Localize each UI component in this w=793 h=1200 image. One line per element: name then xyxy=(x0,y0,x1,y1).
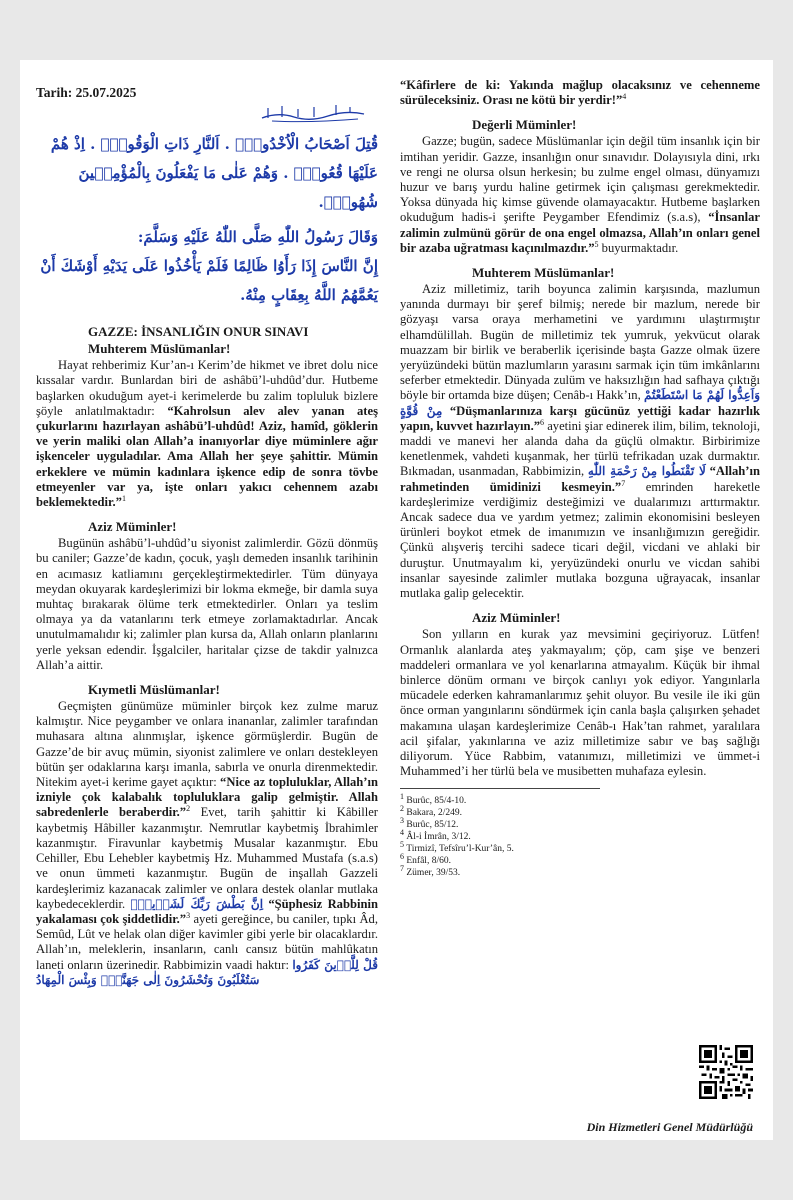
heading-aziz-2: Aziz Müminler! xyxy=(472,610,561,626)
date: Tarih: 25.07.2025 xyxy=(36,85,137,100)
arabic-inline-1: اِنَّ بَطْشَ رَبِّكَ لَشَد۪يدٌۜ xyxy=(130,896,264,911)
right-column xyxy=(400,60,760,879)
heading-muhterem-2: Muhterem Müslümanlar! xyxy=(472,265,615,281)
arabic-hadith-intro: وَقَالَ رَسُولُ اللّٰهِ صَلَّى اللّٰهُ عَلَيْهِ وَسَلَّمَ: xyxy=(137,228,378,247)
paragraph-2: Bugünün ashâbü’l-uhdûd’u siyonist zalimlerdir. Gözü dönmüş bu caniler; Gazze’de kadın, çocuk, yaşlı demeden insanlık tarihinin en acımasız katliamını gerçekleştirmektedirler. Tüm dünyaya meydan okuyarak kardeşlerimizi bir lokma ekmeğe, bir damla suya muhtaç bırakarak ölüme terk etmektedirler. Onları ya teslim olmaya ya da vatanlarını terk etmeye zorlamaktadırlar. Ancak unutulmamalıdır ki; zalimler plan kursa da, Allah onların planlarını yerle yeksan edendir. İşgalciler, haritalar çizse de takdir yalnızca Allah’a aittir. xyxy=(36,536,378,672)
paragraph-6: Son yılların en kurak yaz mevsimini geçiriyoruz. Lütfen! Ormanlık alanlarda ateş yakmayalım; çöp, cam şişe ve benzeri maddeleri ormanlara ve yol kenarlarına atmayalım. Küçük bir ihmal binlerce dönüm ormanı ve birçok canlıyı yok ediyor. Yangınlarla mücadele ederken kahramanlarımız şehit oluyor. Bu vesile ile iki gün önce orman yangınlarını söndürmek için canla başla çalışırken şehadet makamına ulaşan kardeşlerimize Cenâb-ı Hak’tan rahmet, yaralılara acil şifalar, yakınlarına ve aziz milletimize sabır ve baş sağlığı diliyorum. Yüce Rabbim, vatanımızı, milletimizi ve ümmet-i Muhammed’i her türlü bela ve musibetten muhafaza eylesin. xyxy=(400,627,760,779)
footnote: $^6$ Enfâl, 8/60. xyxy=(400,852,451,867)
paragraph-3: Geçmişten günümüze müminler birçok kez zulme maruz kalmıştır. Nice peygamber ve onlara inananlar, zalimler tarafından muhasara altına alınmışlar, işkence görmüşlerdir. Bugün de Gazze’de bir avuç mümin, siyonist zalimlere ve onları destekleyen bütün şer odaklarına karşı imanla, sabırla ve onurla direnmektedir. Nitekim ayet-i kerime gayet açıktır: “Nice az topluluklar, Allah’ın izniyle çok kalabalık topluluklara galip gelmiştir. Allah sabredenlerle beraberdir.”$^2$ Evet, tarih şahittir ki Kâbiller kaybetmiş Hâbiller kazanmıştır. Nemrutlar kaybetmiş İbrahimler kazanmıştır. Firavunlar kaybetmiş Musalar kazanmıştır. Ebu Cehiller, Ebu Lehebler kaybetmiş Hz. Muhammed Mustafa (s.a.s) ve onun ümmeti kazanmıştır. Bugün de inşallah Gazzeli kardeşlerimiz kazanacak zalimler ve onlara destek olanlar mutlaka kaybedeceklerdir. اِنَّ بَطْشَ رَبِّكَ لَشَد۪يدٌۜ “Şüphesiz Rabbinin yakalaması çok şiddetlidir.”$^3$ ayeti gereğince, bu caniler, tıpkı Âd, Semûd, Lût ve helak olan diğer kavimler gibi yerle bir olacaklardır. Allah’ın, meleklerin, insanların, canlı cansız bütün mahlûkatın laneti onların üzerinedir. Rabbimizin vaadi haktır: قُلْ لِلَّذ۪ينَ كَفَرُوا سَتُغْلَبُونَ وَتُحْشَرُونَ اِلٰى جَهَنَّمَۜ وَبِئْسَ الْمِهَادُ xyxy=(36,699,379,987)
paragraph-5: Aziz milletimiz, tarih boyunca zalimin karşısında, mazlumun yanında durmayı bir şeref bilmiş; nerede bir mazlum, nerede bir gözyaşı varsa oraya merhametini ve yardımını ulaştırmıştır elhamdülillah. Bugün de milletimiz tek yumruk, yekvücut olarak muazzam bir birlik ve beraberlik içerisinde başta Gazze olmak üzere yeryüzündeki bütün mazlumların yarasını sarmak için tüm imkânlarını seferber etmektedir. Dünyada zulüm ve haksızlığın had safhaya çıktığı böyle bir ortamda bize düşen; Cenâb-ı Hakk’ın, وَاَعِدُّوا لَهُمْ مَا اسْتَطَعْتُمْ مِنْ قُوَّةٍ “Düşmanlarınıza karşı gücünüz yettiği kadar hazırlık yapın, kuvvet hazırlayın.”$^6$ ayetini şiar edinerek ilim, bilim, teknoloji, maddi ve manevi her alanda daha da güçlü olmaktır. Birbirimize kenetlenmek, vahdeti kuşanmak, her türlü tefrikadan uzak durmaktır. Bıkmadan, usanmadan, Rabbimizin, لَا تَقْنَطُوا مِنْ رَحْمَةِ اللّٰهِ “Allah’ın rahmetinden ümidinizi kesmeyin.”$^7$ emrinden hareketle kardeşlerimize verdiğimiz desteğimizi ve dualarımızı arttırmaktır. Ancak sadece dua ve yardım yetmez; zalimin ekonomisini besleyen ürünleri boykot etmek de imanımızın ve insanlığımızın gereğidir. Çünkü alışveriş tercihi sadece ticari değil, vicdani ve ahlaki bir duruştur. Unutmayalım ki, yeryüzündeki onurlu ve vicdan sahibi insanlar sayesinde zalimler mutlaka bozguna uğrayacak, insanlar mutlaka galip gelecektir. xyxy=(400,282,761,601)
arabic-inline-3: وَاَعِدُّوا لَهُمْ مَا اسْتَطَعْتُمْ مِنْ قُوَّةٍ xyxy=(400,388,760,418)
footnote: $^4$ Âl-i İmrân, 3/12. xyxy=(400,828,471,843)
qr-code-icon[interactable] xyxy=(699,1045,753,1099)
heading-kiymetli: Kıymetli Müslümanlar! xyxy=(88,682,220,698)
left-column xyxy=(36,60,378,988)
footnote: $^5$ Tirmizî, Tefsîru’l-Kur’ân, 5. xyxy=(400,840,514,855)
footnote: $^2$ Bakara, 2/249. xyxy=(400,804,463,819)
paragraph-0: “Kâfirlere de ki: Yakında mağlup olacaksınız ve cehenneme sürüleceksiniz. Orası ne kötü bir yerdir!”$^4$ xyxy=(400,78,760,108)
basmala-calligraphy xyxy=(36,102,378,124)
footnote: $^3$ Burûc, 85/12. xyxy=(400,816,459,831)
heading-muhterem: Muhterem Müslümanlar! xyxy=(88,341,231,357)
footnotes xyxy=(400,788,600,879)
arabic-inline-2: قُلْ لِلَّذ۪ينَ كَفَرُوا سَتُغْلَبُونَ وَتُحْشَرُونَ اِلٰى جَهَنَّمَۜ وَبِئْسَ الْمِهَادُ xyxy=(36,957,379,987)
footnote: $^7$ Zümer, 39/53. xyxy=(400,864,461,879)
heading-aziz: Aziz Müminler! xyxy=(88,519,177,535)
sermon-title: GAZZE: İNSANLIĞIN ONUR SINAVI xyxy=(88,324,309,340)
footnote: $^1$ Burûc, 85/4-10. xyxy=(400,792,467,807)
arabic-inline-4: لَا تَقْنَطُوا مِنْ رَحْمَةِ اللّٰهِ xyxy=(587,464,706,479)
arabic-verse-uhdud: قُتِلَ اَصْحَابُ الْاُخْدُودِۙ . اَلنَّارِ ذَاتِ الْوَقُودِۙ . اِذْ هُمْ عَلَيْهَا قُعُودٌۙ . وَهُمْ عَلٰى مَا يَفْعَلُونَ بِالْمُؤْمِن۪ينَ شُهُودٌۜ. xyxy=(50,135,378,212)
sermon-page xyxy=(20,60,773,1140)
basmala-icon xyxy=(258,102,368,124)
paragraph-1: Hayat rehberimiz Kur’an-ı Kerim’de hikmet ve ibret dolu nice kıssalar vardır. Bunlardan biri de ashâbü’l-uhdûd’dur. Hutbeme başlarken okuduğum ayet-i kerimelerde bu zalim topluluk bizlere şöyle anlatılmaktadır: “Kahrolsun alev alev yanan ateş çukurlarını hazırlayan ashâbü’l-uhdûd! Aziz, hamîd, göklerin ve yerin maliki olan Allah’a inanıyorlar diye müminlere ağır işkenceler uyguladılar. Ama Allah her şeye şahittir. Mümin erkeklere ve mümin kadınlara işkence edip de sonra tövbe etmeyenler var ya, işte onları yakıcı cehennem azabı beklemektedir.”$^1$ xyxy=(36,358,378,510)
signature: Din Hizmetleri Genel Müdürlüğü xyxy=(586,1120,753,1134)
heading-degerli: Değerli Müminler! xyxy=(472,117,577,133)
paragraph-4: Gazze; bugün, sadece Müslümanlar için değil tüm insanlık için bir imtihan yeridir. Gazze, insanlığın onur sınavıdır. Dolayısıyla dini, ırkı ve rengi ne olursa olsun herkesin; bu zulme engel olması, dünyamızı huzur ve barış yurdu haline getirmek için çalışması gerekmektedir. Yoksa dünyada hiç kimse güvende olamayacaktır. Hutbeme başlarken okuduğum hadis-i şerifte Peygamber Efendimiz (s.a.s), “İnsanlar zalimin zulmünü görür de ona engel olmazsa, Allah’ın onları genel bir azaba uğratması kaçınılmazdır.”$^5$ buyurmaktadır. xyxy=(400,134,760,255)
arabic-hadith: إِنَّ النَّاسَ إِذَا رَأَوُا ظَالِمًا فَلَمْ يَأْخُذُوا عَلَى يَدَيْهِ أَوْشَكَ أَنْ يَعُمَّهُمُ اللَّهُ بِعِقَابٍ مِنْهُ. xyxy=(40,257,378,305)
